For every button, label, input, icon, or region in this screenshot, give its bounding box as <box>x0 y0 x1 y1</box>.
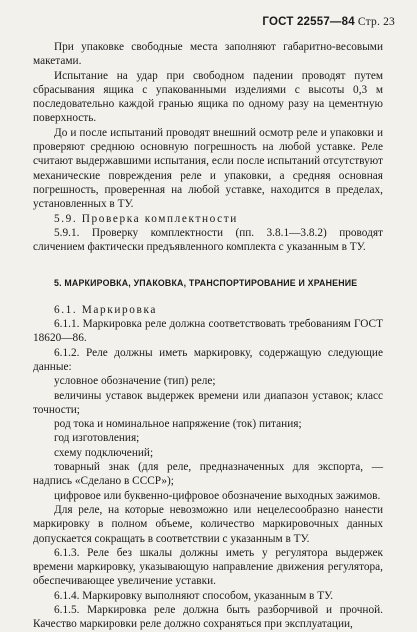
list-item: год изготовления; <box>54 432 140 445</box>
list-item: род тока и номинальное напряжение (ток) питания; <box>54 418 302 431</box>
standard-number: ГОСТ 22557—84 <box>262 16 355 28</box>
paragraph: До и после испытаний проводят внешний осмотр реле и упаковки и проверяют среднюю основную погрешность на любой уставке. Реле считают выдержавшими испытания, если после испытаний отсутствуют механические повреждения реле и упаковки, а средняя основная погрешность, проверенная на любой уставке, находится в пределах, установленных в ТУ. <box>33 126 383 211</box>
document-body <box>33 40 383 632</box>
paragraph: 6.1.2. Реле должны иметь маркировку, содержащую следующие данные: <box>33 346 383 373</box>
list-item: товарный знак (для реле, предназначенных для экспорта, — надпись «Сделано в СССР»); <box>33 461 383 488</box>
subsection-heading: 6.1. Маркировка <box>54 303 157 316</box>
page-number: Стр. 23 <box>357 16 395 28</box>
paragraph: 5.9.1. Проверку комплектности (пп. 3.8.1—3.8.2) проводят сличением фактически предъявленного комплекта с указанным в ТУ. <box>33 226 383 254</box>
list-item: условное обозначение (тип) реле; <box>54 375 216 388</box>
list-item: величины уставок выдержек времени или диапазон уставок; класс точности; <box>33 389 383 416</box>
page-header <box>262 16 395 28</box>
paragraph: 6.1.1. Маркировка реле должна соответствовать требованиям ГОСТ 18620—86. <box>33 318 383 345</box>
paragraph: При упаковке свободные места заполняют габаритно-весовыми макетами. <box>33 41 383 68</box>
paragraph: 6.1.4. Маркировку выполняют способом, указанным в ТУ. <box>54 589 334 602</box>
list-item: цифровое или буквенно-цифровое обозначение выходных зажимов. <box>54 489 381 502</box>
paragraph: Испытание на удар при свободном падении проводят путем сбрасывания ящика с упакованными изделиями с высоты 0,3 м последовательно каждой гранью ящика по одному разу на цементную поверхность. <box>33 69 383 125</box>
subsection-heading: 5.9. Проверка комплектности <box>54 212 238 225</box>
section-heading: 5. МАРКИРОВКА, УПАКОВКА, ТРАНСПОРТИРОВАНИЕ И ХРАНЕНИЕ <box>54 278 358 289</box>
list-item: схему подключений; <box>54 446 154 459</box>
paragraph: Для реле, на которые невозможно или нецелесообразно нанести маркировку в полном объеме, количество маркировочных данных допускается сокращать в соответствии с указанным в ТУ. <box>33 503 383 545</box>
paragraph: 6.1.3. Реле без шкалы должны иметь у регулятора выдержек времени маркировку, указывающую направление движения регулятора, обеспечивающее увеличение уставки. <box>33 546 383 588</box>
paragraph: 6.1.5. Маркировка реле должна быть разборчивой и прочной. Качество маркировки реле должно сохраняться при эксплуатации, <box>33 603 383 631</box>
